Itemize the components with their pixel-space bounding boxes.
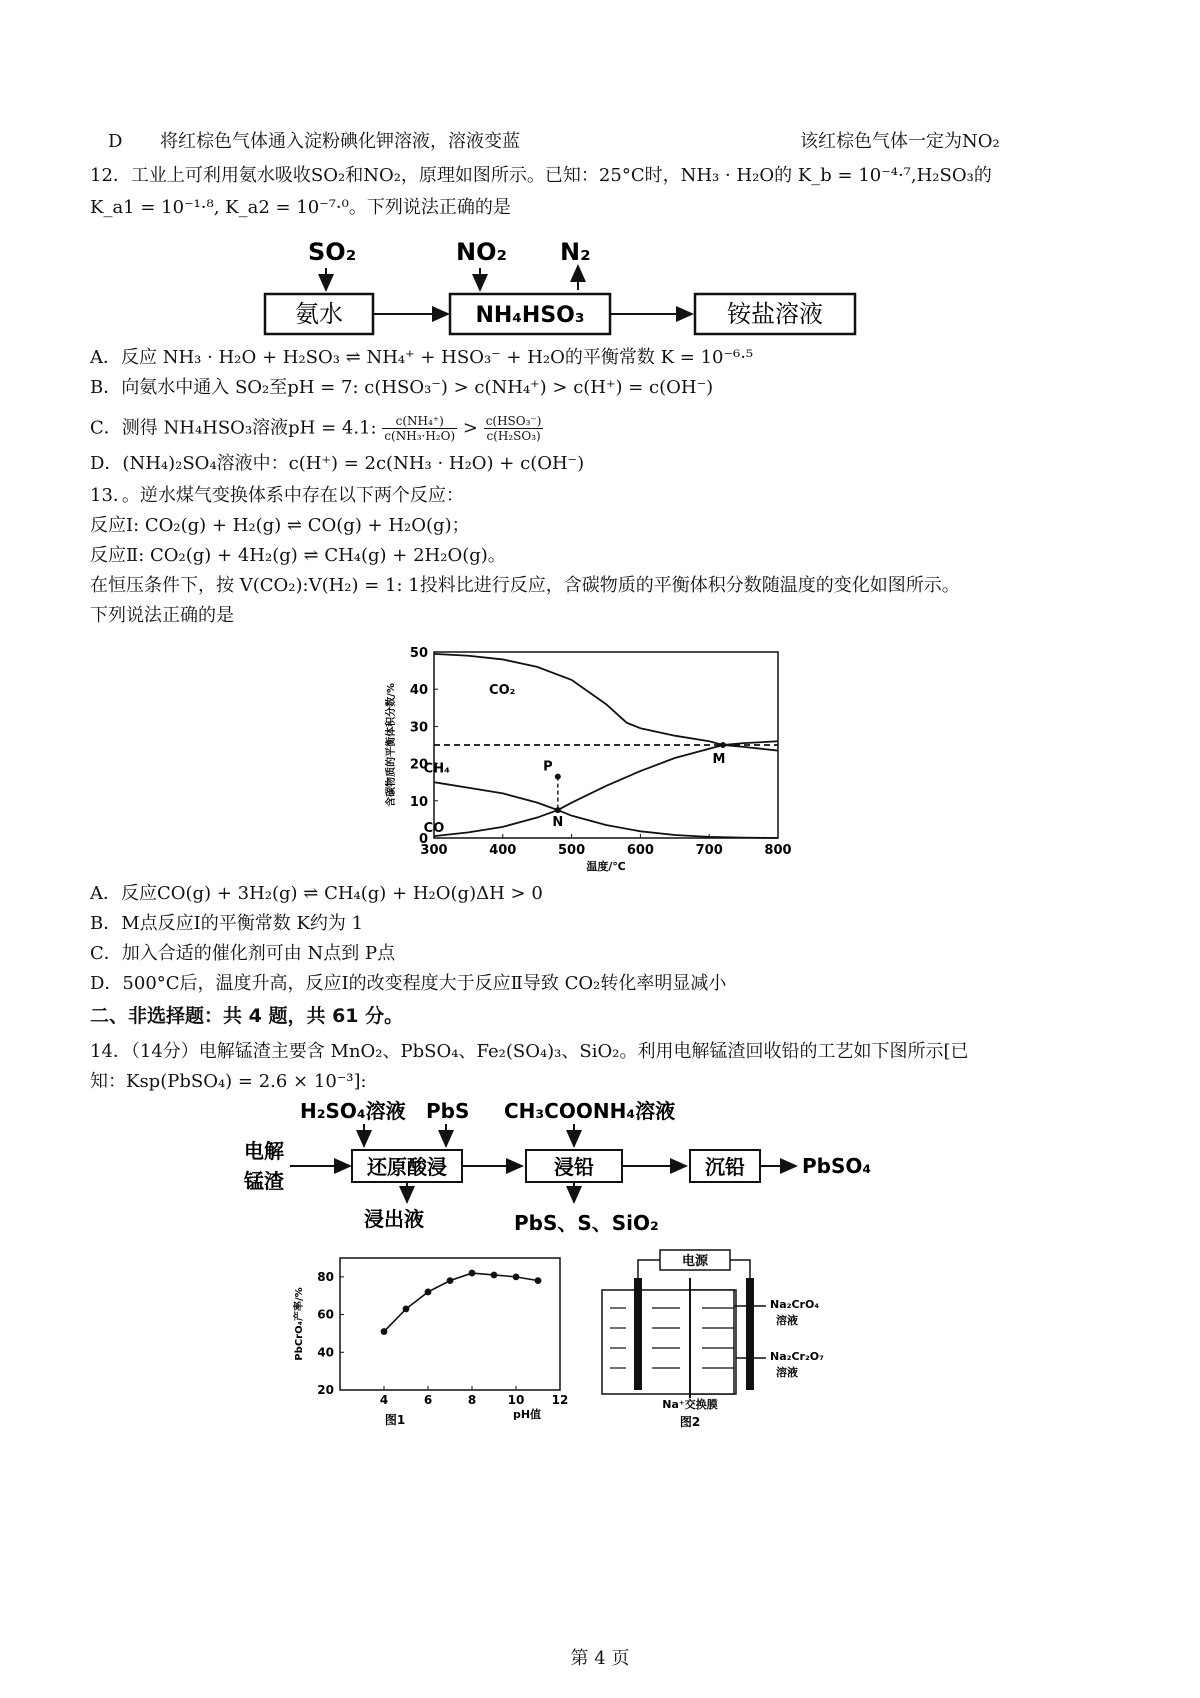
q14-figure-1-chart xyxy=(290,1248,580,1432)
q14-step-lead-precip-label: 沉铅 xyxy=(705,1155,745,1179)
chart1-y-axis-label: 含碳物质的平衡体积分数/% xyxy=(386,683,397,807)
chart1-point-label: M xyxy=(712,752,726,767)
chart2-data-point xyxy=(381,1328,388,1335)
inlet-na2cr2o7-label: Na₂Cr₂O₇ xyxy=(770,1350,824,1363)
q13-option-b: B．M点反应Ⅰ的平衡常数 K约为 1 xyxy=(90,913,364,934)
chart2-x-tick-label: 6 xyxy=(423,1393,433,1407)
electrode-right xyxy=(746,1278,754,1390)
q14-reagent-h2so4: H₂SO₄溶液 xyxy=(300,1099,406,1123)
q13-chart xyxy=(378,642,808,878)
electrode-left xyxy=(634,1278,642,1390)
chart1-x-axis-label: 温度/℃ xyxy=(586,860,626,873)
q13-option-d: D．500°C后，温度升高，反应Ⅰ的改变程度大于反应Ⅱ导致 CO₂转化率明显减小 xyxy=(90,973,727,994)
q14-figure-2-electrolysis xyxy=(598,1248,878,1432)
q13-reaction1: 反应Ⅰ: CO₂(g) + H₂(g) ⇌ CO(g) + H₂O(g)； xyxy=(90,515,470,536)
chart2-series-line xyxy=(384,1273,538,1331)
q13-stem-line2: 在恒压条件下，按 V(CO₂):V(H₂) = 1: 1投料比进行反应，含碳物质的平衡体积分数随温度的变化如图所示。 xyxy=(90,575,960,596)
q12-option-c-num1: c(NH₄⁺) xyxy=(382,414,457,429)
q13-reaction2: 反应Ⅱ: CO₂(g) + 4H₂(g) ⇌ CH₄(g) + 2H₂O(g)。 xyxy=(90,545,506,566)
q12-option-b: B．向氨水中通入 SO₂至pH = 7: c(HSO₃⁻) > c(NH₄⁺) > c(H⁺) = c(OH⁻) xyxy=(90,377,714,398)
chart1-series-label: CO xyxy=(423,820,445,836)
q13-stem-line1: 13．。逆水煤气变换体系中存在以下两个反应： xyxy=(90,485,464,506)
q14-raw-label-2: 锰渣 xyxy=(244,1169,284,1193)
q12-stem-line1: 12．工业上可利用氨水吸收SO₂和NO₂，原理如图所示。已知：25°C时，NH₃ · H₂O的 K_b = 10⁻⁴·⁷,H₂SO₃的 xyxy=(90,165,992,186)
chart1-point-label: P xyxy=(543,759,553,775)
chart1-x-tick-label: 800 xyxy=(764,843,792,858)
inlet-na2cr2o7-solution: 溶液 xyxy=(776,1366,798,1379)
q14-stem-line1: 14．（14分）电解锰渣主要含 MnO₂、PbSO₄、Fe₂(SO₄)₃、SiO₂。利用电解锰渣回收铅的工艺如下图所示[已 xyxy=(90,1041,969,1062)
chart1-point-n xyxy=(555,807,561,813)
chart2-x-tick-label: 12 xyxy=(551,1393,569,1407)
chart1-point-p xyxy=(555,774,561,780)
q12-output-n2: N₂ xyxy=(560,238,591,266)
chart1-series-label: CH₄ xyxy=(423,761,450,777)
q14-step-reductive-leach-label: 还原酸浸 xyxy=(367,1155,447,1179)
chart1-x-tick-label: 600 xyxy=(626,843,654,858)
chart1-series-2 xyxy=(434,741,778,836)
chart2-x-tick-label: 4 xyxy=(379,1393,389,1407)
q14-reagent-pbs: PbS xyxy=(426,1099,470,1123)
q12-box-nh4hso3-label: NH₄HSO₃ xyxy=(475,303,585,328)
chart2-data-point xyxy=(403,1306,410,1313)
chart2-y-tick-label: 20 xyxy=(317,1383,334,1397)
q13-stem-line3: 下列说法正确的是 xyxy=(90,605,234,626)
chart2-data-point xyxy=(513,1273,520,1280)
chart2-y-tick-label: 80 xyxy=(317,1269,334,1284)
q14-waste-leachate: 浸出液 xyxy=(364,1207,424,1231)
q14-stem-line2: 知：Ksp(PbSO₄) = 2.6 × 10⁻³]: xyxy=(90,1071,367,1092)
q12-option-c-num2: c(HSO₃⁻) xyxy=(485,414,542,428)
q11-option-d-label: D xyxy=(108,131,123,152)
q14-reagent-ch3coonh4: CH₃COONH₄溶液 xyxy=(504,1099,676,1123)
q12-option-c-relation: > xyxy=(462,417,478,439)
q12-option-c-den2: c(H₂SO₃) xyxy=(486,429,541,443)
chart2-y-axis-label: PbCrO₄产率/% xyxy=(294,1287,305,1361)
chart2-x-axis-label: pH值 xyxy=(512,1408,542,1421)
chart2-data-point xyxy=(491,1272,498,1279)
chart2-data-point xyxy=(469,1270,476,1277)
chart2-x-tick-label: 8 xyxy=(467,1393,477,1407)
q14-process-flow xyxy=(240,1096,880,1242)
chart1-x-tick-label: 500 xyxy=(558,843,586,858)
q13-option-c: C．加入合适的催化剂可由 N点到 P点 xyxy=(90,943,396,964)
chart1-point-label: N xyxy=(552,815,564,831)
q12-input-no2: NO₂ xyxy=(456,238,507,266)
q12-flow-diagram xyxy=(260,226,940,346)
chart1-x-tick-label: 300 xyxy=(420,843,448,858)
q12-box-ammonium-salt-label: 铵盐溶液 xyxy=(727,300,823,328)
chart1-y-tick-label: 0 xyxy=(418,832,428,847)
chart1-series-label: CO₂ xyxy=(489,683,516,699)
outlet-na2cro4-label: Na₂CrO₄ xyxy=(770,1298,820,1311)
q12-option-a: A．反应 NH₃ · H₂O + H₂SO₃ ⇌ NH₄⁺ + HSO₃⁻ + H₂O的平衡常数 K = 10⁻⁶·⁵ xyxy=(90,347,754,368)
figure-1-caption: 图1 xyxy=(384,1413,406,1427)
q14-product-pbso4: PbSO₄ xyxy=(802,1154,872,1178)
q14-raw-label-1: 电解 xyxy=(244,1139,284,1163)
section-2-heading: 二、非选择题：共 4 题，共 61 分。 xyxy=(90,1005,404,1027)
q12-input-so2: SO₂ xyxy=(308,238,357,266)
outlet-na2cro4-solution: 溶液 xyxy=(776,1314,798,1327)
chart2-data-point xyxy=(447,1277,454,1284)
q12-option-d: D．(NH₄)₂SO₄溶液中：c(H⁺) = 2c(NH₃ · H₂O) + c(OH⁻) xyxy=(90,453,585,474)
chart1-x-tick-label: 400 xyxy=(489,843,517,858)
chart1-x-tick-label: 700 xyxy=(695,843,723,858)
q12-option-c-prefix: C．测得 NH₄HSO₃溶液pH = 4.1: xyxy=(90,417,377,439)
q11-option-d-result: 该红棕色气体一定为NO₂ xyxy=(800,131,1000,152)
q14-step-lead-leach-label: 浸铅 xyxy=(554,1155,594,1179)
q11-option-d-text: 将红棕色气体通入淀粉碘化钾溶液，溶液变蓝 xyxy=(160,131,520,152)
q12-option-c xyxy=(90,414,543,443)
cell-right-chamber xyxy=(690,1290,734,1394)
chart1-y-tick-label: 40 xyxy=(409,683,428,699)
chart1-y-tick-label: 50 xyxy=(409,646,428,661)
q14-waste-solids: PbS、S、SiO₂ xyxy=(514,1211,659,1235)
q12-box-ammonia-label: 氨水 xyxy=(295,300,343,328)
page-number: 第 4 页 xyxy=(570,1648,630,1669)
q13-option-a: A．反应CO(g) + 3H₂(g) ⇌ CH₄(g) + H₂O(g)ΔH > 0 xyxy=(90,883,543,904)
chart1-point-m xyxy=(720,742,726,748)
chart2-data-point xyxy=(425,1289,432,1296)
power-source-label: 电源 xyxy=(681,1254,709,1269)
chart2-data-point xyxy=(535,1277,542,1284)
chart2-y-tick-label: 60 xyxy=(317,1307,334,1322)
chart1-series-0 xyxy=(434,654,778,751)
q12-stem-line2: K_a1 = 10⁻¹·⁸, K_a2 = 10⁻⁷·⁰。下列说法正确的是 xyxy=(90,197,511,218)
chart2-x-tick-label: 10 xyxy=(507,1393,525,1407)
membrane-label: Na⁺交换膜 xyxy=(662,1398,718,1411)
chart1-y-tick-label: 30 xyxy=(409,720,428,736)
chart2-y-tick-label: 40 xyxy=(317,1345,334,1360)
chart1-y-tick-label: 20 xyxy=(409,757,428,773)
figure-2-caption: 图2 xyxy=(679,1415,701,1429)
q12-option-c-den1: c(NH₃·H₂O) xyxy=(384,429,456,443)
chart1-y-tick-label: 10 xyxy=(409,794,428,810)
